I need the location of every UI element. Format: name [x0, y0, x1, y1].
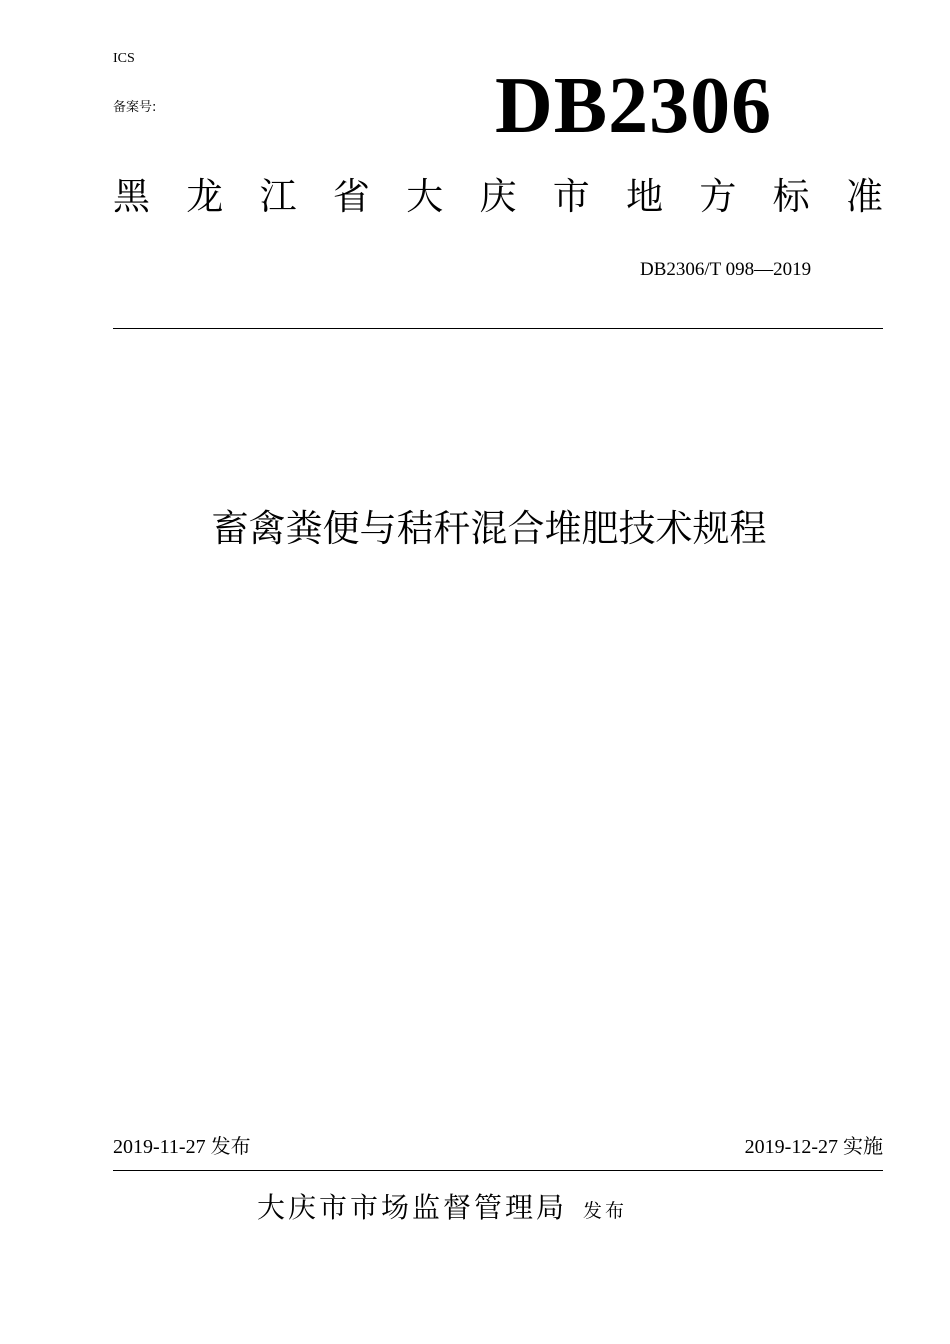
standard-type-char: 省: [332, 175, 370, 218]
standard-type-char: 标: [772, 175, 810, 218]
standard-number: DB2306/T 098—2019: [640, 259, 812, 280]
standard-type-char: 庆: [479, 175, 517, 218]
publish-date: 2019-11-27 发布: [113, 1136, 251, 1158]
standard-code-logo: DB2306: [495, 62, 773, 150]
effective-date: 2019-12-27 实施: [744, 1136, 883, 1158]
standard-type-char: 地: [626, 175, 664, 218]
issuer-name: 大庆市市场监督管理局: [257, 1191, 568, 1224]
issuer-suffix: 发布: [583, 1200, 628, 1222]
record-number-label: 备案号:: [113, 100, 157, 115]
standard-type-char: 准: [845, 175, 883, 218]
standard-type-heading: [113, 172, 883, 222]
standard-type-char: 市: [552, 175, 590, 218]
standard-type-char: 江: [259, 175, 297, 218]
ics-label: ICS: [113, 51, 135, 66]
standard-type-char: 方: [699, 175, 737, 218]
bottom-divider: [113, 1170, 883, 1171]
issuer-line: [257, 1188, 627, 1228]
standard-type-char: 大: [406, 175, 444, 218]
top-divider: [113, 328, 883, 329]
document-title: 畜禽粪便与秸秆混合堆肥技术规程: [211, 507, 767, 550]
standard-type-char: 黑: [113, 175, 150, 218]
standard-type-char: 龙: [186, 175, 224, 218]
